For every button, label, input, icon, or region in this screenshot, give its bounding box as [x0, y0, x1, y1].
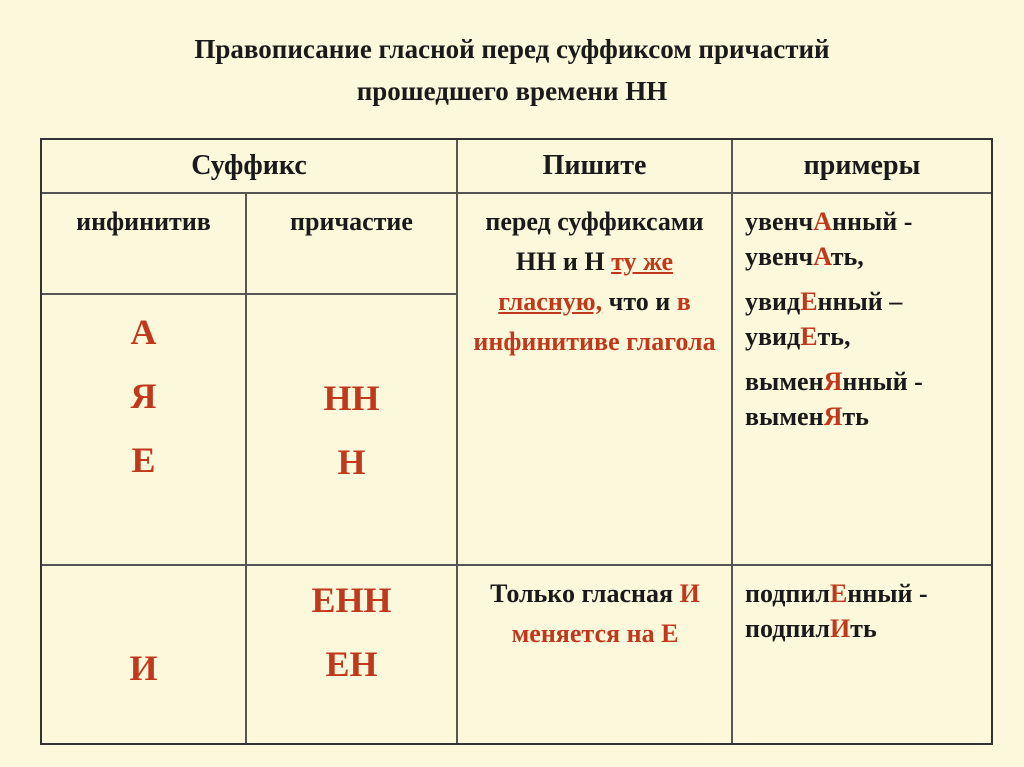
participle-suffixes-enn: [247, 568, 456, 696]
rule-text-1: перед суффиксами НН и Н: [485, 207, 704, 276]
rule-same-vowel: [472, 202, 717, 362]
example-item: подпилЕнный - подпилИть: [745, 579, 928, 643]
rule-text-2: И меняется на Е: [511, 579, 700, 648]
infinitive-letters: [42, 300, 245, 492]
subheader-participle: причастие: [290, 207, 413, 236]
divider-col-2: [456, 140, 458, 743]
infinitive-letter-i: И: [129, 648, 158, 688]
suffix-n: Н: [337, 442, 366, 482]
subheader-infinitive: инфинитив: [76, 207, 211, 236]
participle-suffixes: [247, 366, 456, 494]
letter-a: А: [130, 312, 157, 352]
suffix-enn: ЕНН: [311, 580, 392, 620]
header-examples: примеры: [803, 150, 921, 181]
suffix-en: ЕН: [325, 644, 378, 684]
rule-text-4: в инфинитиве глагола: [473, 287, 716, 356]
rule-text-1: Только гласная: [490, 579, 680, 608]
divider-subheader: [42, 293, 456, 295]
header-suffix: Суффикс: [191, 150, 307, 181]
rules-table: [40, 138, 993, 745]
example-podpil: [733, 576, 991, 656]
header-write: Пишите: [542, 150, 647, 181]
title-line-2: прошедшего времени НН: [356, 76, 668, 106]
suffix-nn: НН: [323, 378, 380, 418]
rule-text-2: ту же гласную,: [498, 247, 674, 316]
divider-header: [42, 192, 991, 194]
letter-e: Е: [131, 440, 156, 480]
title-line-1: Правописание гласной перед суффиксом причастий: [194, 34, 830, 64]
example-item: увидЕнный – увидЕть,: [745, 287, 903, 351]
rule-i-to-e: [466, 574, 724, 654]
examples-list: [733, 204, 991, 444]
rule-text-3: что и: [602, 287, 677, 316]
example-item: увенчАнный - увенчАть,: [745, 207, 913, 271]
divider-row: [42, 564, 991, 566]
example-item: выменЯнный - выменЯть: [745, 367, 923, 431]
page-title: [0, 28, 1024, 112]
letter-ya: Я: [130, 376, 157, 416]
